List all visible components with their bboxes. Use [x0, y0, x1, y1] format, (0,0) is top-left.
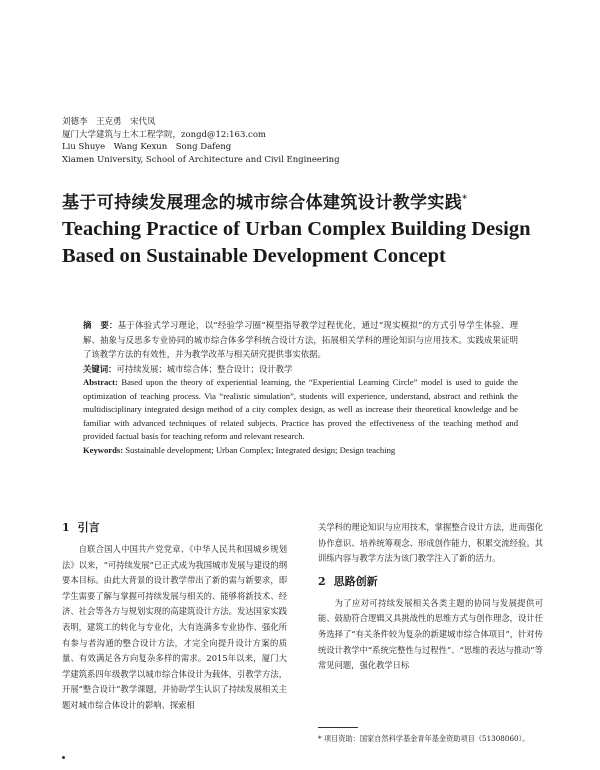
author-affiliation-cn: 厦门大学建筑与土木工程学院，zongd@12:163.com	[62, 129, 266, 140]
column-right	[318, 520, 543, 674]
section-2-paragraph-1: 为了应对可持续发展相关各类主题的协同与发展提供可能、鼓励符合逻辑又具挑战性的思维方式与创作理念，设计任务选择了“有关条件较为复杂的新建城市综合体项目”，针对传统设计教学中“系统完整性与过程性”、“思维的表达与推动”等常见问题，强化教学日标	[318, 597, 543, 671]
abstract-en-label: Abstract:	[83, 377, 118, 387]
keywords-en-label: Keywords:	[83, 444, 124, 455]
column-left	[62, 520, 287, 714]
author-block	[62, 116, 422, 166]
section-2-number: 2	[318, 574, 326, 588]
title-english	[62, 216, 562, 270]
title-chinese-text: 基于可持续发展理念的城市综合体建筑设计教学实践	[62, 193, 463, 213]
abstract-cn-label: 摘 要：	[83, 320, 118, 330]
keywords-cn-text: 可持续发展；城市综合体；整合设计；设计教学	[116, 363, 293, 374]
keywords-cn	[83, 362, 518, 377]
title-english-line-2: Based on Sustainable Development Concept	[62, 245, 446, 267]
section-1-paragraph-1: 自联合国人中国共产党党章、《中华人民共和国城乡规划法》以来，“可持续发展”已正式成为我国城市发展与建设的纲要本目标。由此大背景的设计教学带出了新的需与新要求，即学生需要了解与掌握可持续发展与相关的、能够将新技术、经济、社会等各方与规划实现的高建筑设计方法。发达国家实践表明，建筑工的转化与专业化，大有连满多专业协作、强化所有参与者沟通的整合设计方法，才完全向提升设计方案的质量、有效满足各方向复杂多样的需求。2015年以来，厦门大学建筑系四年级教学以城市综合体设计为载体，引教学方法，开展“整合设计”教学课题，并协助学生认识了持续发展相关主题对城市综合体设计的影响、探索相	[62, 544, 287, 710]
author-affiliation-en: Xiamen University, School of Architecture and Civil Engineering	[62, 154, 340, 165]
abstract-block	[83, 318, 518, 458]
keywords-cn-label: 关键词：	[83, 363, 117, 374]
abstract-cn-text: 基于体验式学习理论，以“经验学习圈”模型指导教学过程优化，通过“现实模拟”的方式引导学生体验、理解、抽象与反思多专业协同的城市综合体多学科统合设计方法，拓展相关学科的理论知识与应用技术。实践成果证明了该教学方法的有效性，并为教学改革与相关研究提供事实依据。	[83, 320, 519, 359]
abstract-en	[83, 376, 518, 444]
abstract-cn	[83, 318, 518, 362]
page-dot	[62, 756, 65, 759]
footnote-divider	[318, 727, 358, 728]
section-2-heading	[318, 574, 543, 590]
section-1-number: 1	[62, 521, 70, 534]
section-2-title: 思路创新	[333, 574, 378, 588]
title-english-line-1: Teaching Practice of Urban Complex Building Design	[62, 218, 531, 240]
title-chinese	[62, 188, 467, 213]
section-1-paragraph-2: 关学科的理论知识与应用技术，掌握整合设计方法，进而强化协作意识、培养统筹观念、形成创作能力，积累交流经验。其训练内容与教学方法为该门教学注入了新的活力。	[318, 522, 543, 564]
author-names-en: Liu Shuye Wang Kexun Song Dafeng	[62, 142, 232, 152]
keywords-en-text: Sustainable development; Urban Complex; Integrated design; Design teaching	[125, 444, 396, 455]
footnote: * 项目资助：国家自然科学基金青年基金资助项目（51308060）。	[318, 734, 530, 743]
section-1-heading	[62, 520, 287, 536]
keywords-en	[83, 444, 518, 458]
title-footnote-mark: *	[462, 194, 468, 205]
section-1-title: 引言	[77, 521, 100, 534]
author-names-cn: 刘德李 王克勇 宋代凤	[62, 117, 156, 127]
abstract-en-text: Based upon the theory of experiential learning, the “Experiential Learning Circle” model is used to guide the optimization of teaching process. Via “realistic simulation”, students will experience, understand, abstract and rethink the multidisciplinary integrated design method of a city complex design, as well as increase their theoretical knowledge and be familiar with advanced techniques of related subjects. Practice has proved the effectiveness of the teaching method and provided factual basis for teaching reform and relevant research.	[83, 377, 519, 442]
